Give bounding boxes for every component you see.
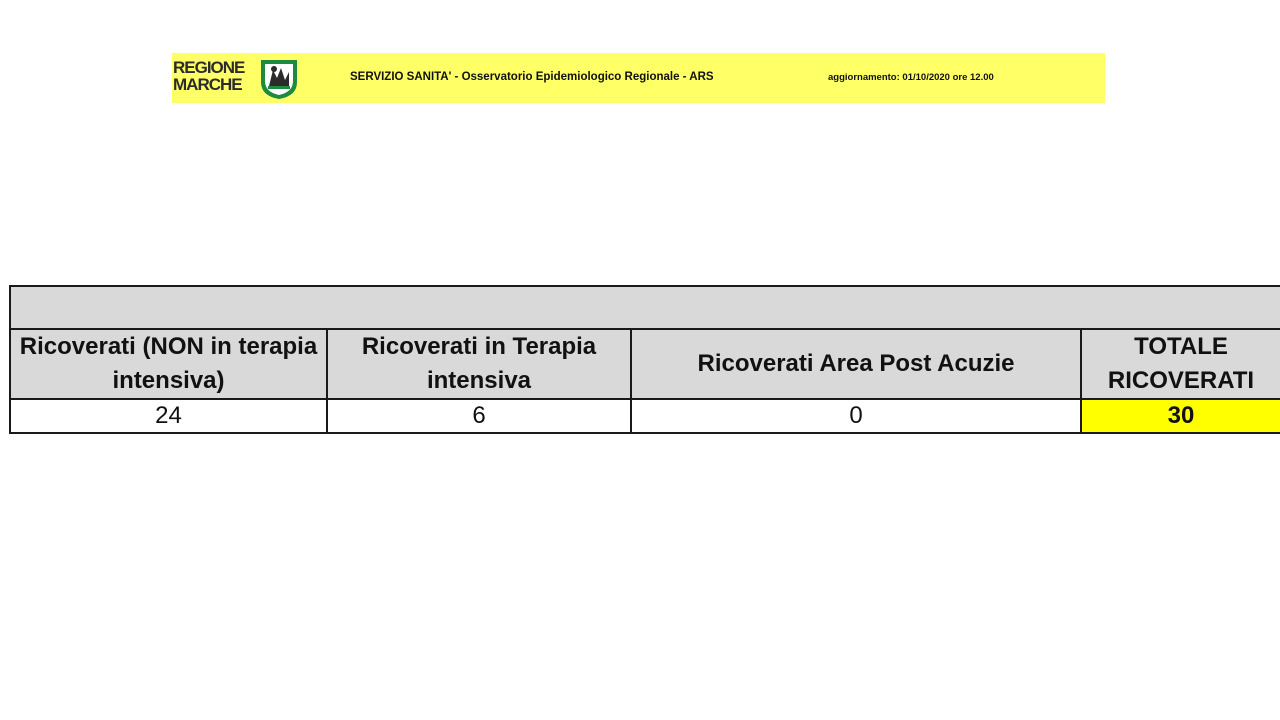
table-values-row xyxy=(10,399,1280,433)
value-totale-ricoverati: 30 xyxy=(1081,399,1280,433)
header-ricoverati-non-ti: Ricoverati (NON in terapia intensiva) xyxy=(10,329,327,399)
table-header-row xyxy=(10,329,1280,399)
value-ricoverati-ti: 6 xyxy=(327,399,631,433)
service-title: SERVIZIO SANITA' - Osservatorio Epidemiologico Regionale - ARS xyxy=(350,71,714,83)
header-banner xyxy=(172,53,1105,103)
header-totale-ricoverati: TOTALE RICOVERATI xyxy=(1081,329,1280,399)
header-post-acuzie: Ricoverati Area Post Acuzie xyxy=(631,329,1081,399)
table-band-row xyxy=(10,286,1280,329)
header-ricoverati-ti: Ricoverati in Terapia intensiva xyxy=(327,329,631,399)
regione-marche-logo xyxy=(172,56,302,100)
regione-marche-shield-icon xyxy=(259,56,299,100)
hospitalization-table-container xyxy=(9,285,1280,436)
table-band xyxy=(10,286,1280,329)
logo-text: REGIONE MARCHE xyxy=(173,58,245,94)
value-ricoverati-non-ti: 24 xyxy=(10,399,327,433)
value-post-acuzie: 0 xyxy=(631,399,1081,433)
update-timestamp: aggiornamento: 01/10/2020 ore 12.00 xyxy=(828,72,994,83)
hospitalization-table xyxy=(9,285,1280,434)
